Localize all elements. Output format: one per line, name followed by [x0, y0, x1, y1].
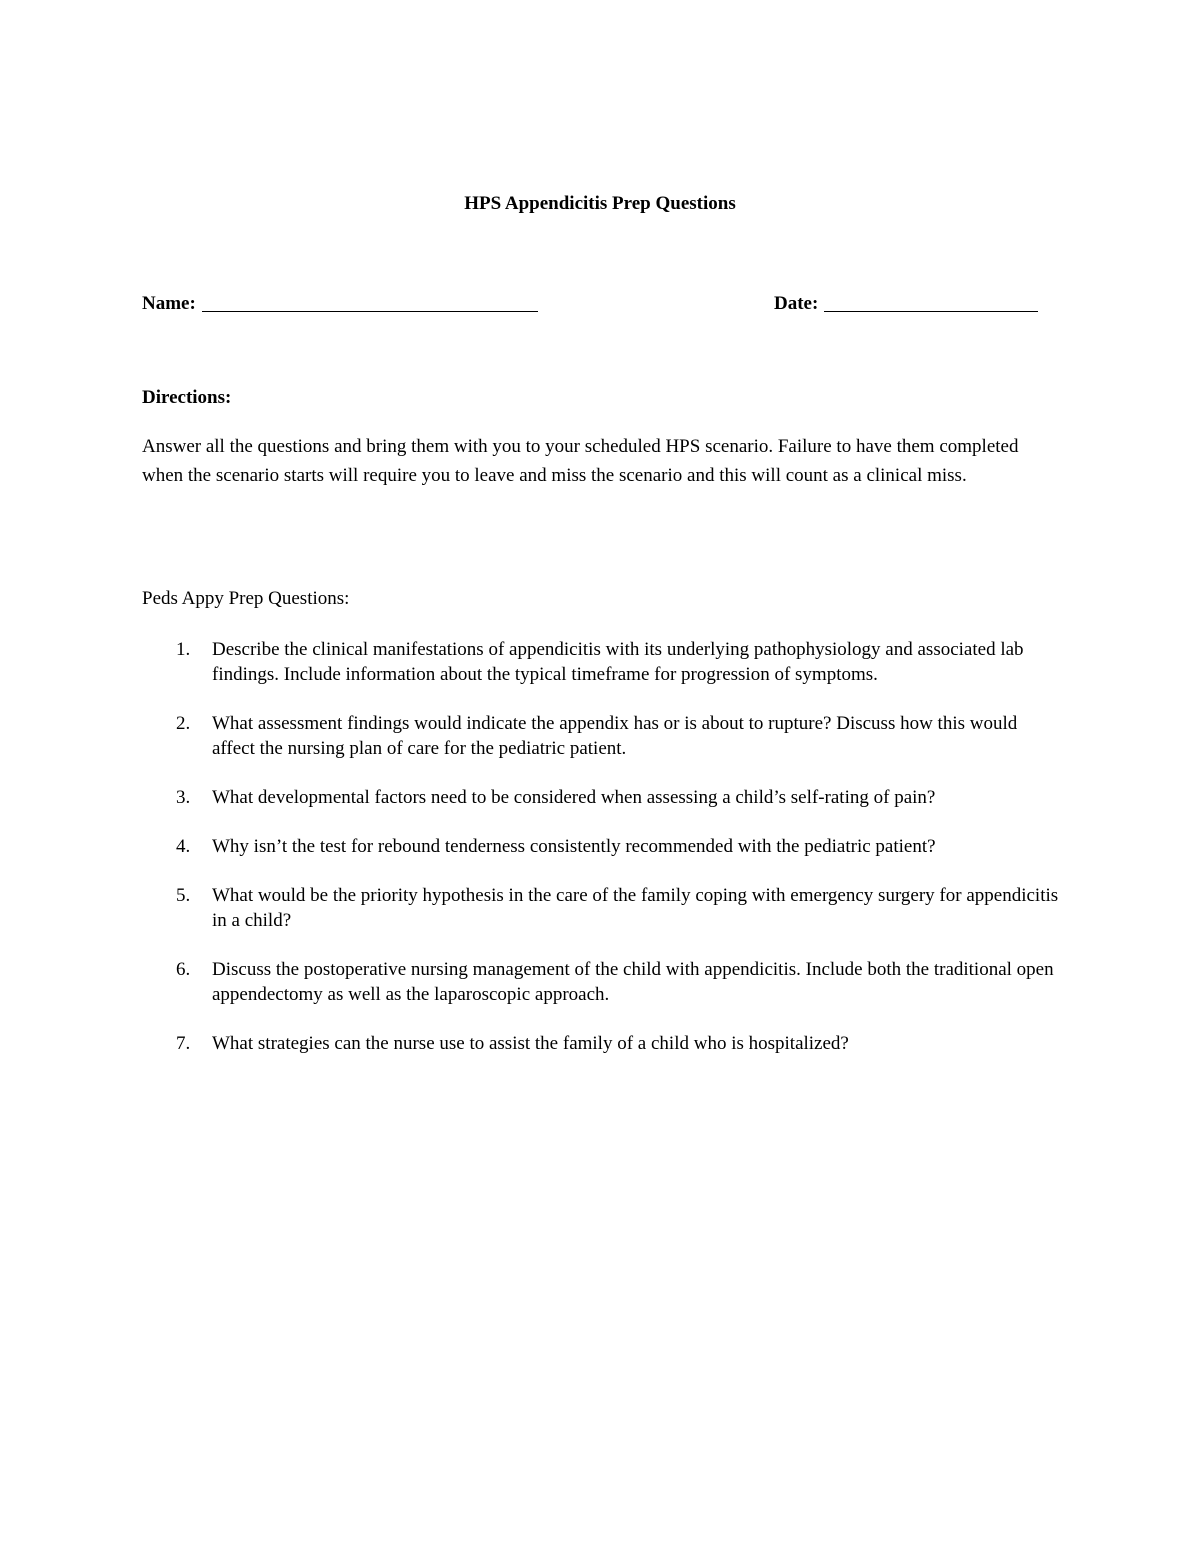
name-field [142, 290, 538, 316]
question-number: 5. [176, 885, 191, 906]
question-text: Why isn’t the test for rebound tenderness consistently recommended with the pediatric patient? [212, 836, 936, 857]
questions-section-heading: Peds Appy Prep Questions: [142, 588, 350, 609]
question-item [142, 785, 1062, 810]
header-fields [142, 290, 1048, 316]
date-label: Date: [774, 293, 819, 314]
question-text: Discuss the postoperative nursing management of the child with appendicitis. Include both the traditional open appendectomy as well as the laparoscopic approach. [212, 959, 1054, 1005]
question-number: 3. [176, 787, 191, 808]
date-blank-line[interactable] [824, 293, 1038, 312]
question-number: 6. [176, 959, 191, 980]
question-number: 7. [176, 1033, 191, 1054]
question-text: What developmental factors need to be considered when assessing a child’s self-rating of pain? [212, 787, 936, 808]
question-number: 4. [176, 836, 191, 857]
document-title: HPS Appendicitis Prep Questions [464, 193, 736, 214]
question-number: 1. [176, 639, 191, 660]
date-field [774, 290, 1038, 316]
question-item [142, 637, 1062, 687]
question-text: What assessment findings would indicate the appendix has or is about to rupture? Discuss how this would affect the nursing plan of care for the pediatric patient. [212, 713, 1018, 759]
name-label: Name: [142, 293, 196, 314]
question-text: Describe the clinical manifestations of appendicitis with its underlying pathophysiology and associated lab findings. Include information about the typical timeframe for progression of symptoms. [212, 639, 1024, 685]
question-item [142, 1031, 1062, 1056]
question-item [142, 883, 1062, 933]
directions-text: Answer all the questions and bring them with you to your scheduled HPS scenario. Failure to have them completed when the scenario starts will require you to leave and miss the scenario and this will count as a clinical miss. [142, 436, 1019, 486]
question-text: What would be the priority hypothesis in the care of the family coping with emergency surgery for appendicitis in a child? [212, 885, 1059, 931]
question-text: What strategies can the nurse use to assist the family of a child who is hospitalized? [212, 1033, 849, 1054]
name-blank-line[interactable] [202, 293, 538, 312]
question-item [142, 957, 1062, 1007]
question-number: 2. [176, 713, 191, 734]
question-item [142, 834, 1062, 859]
directions-heading: Directions: [142, 387, 232, 408]
questions-list [142, 637, 1062, 1080]
question-item [142, 711, 1062, 761]
